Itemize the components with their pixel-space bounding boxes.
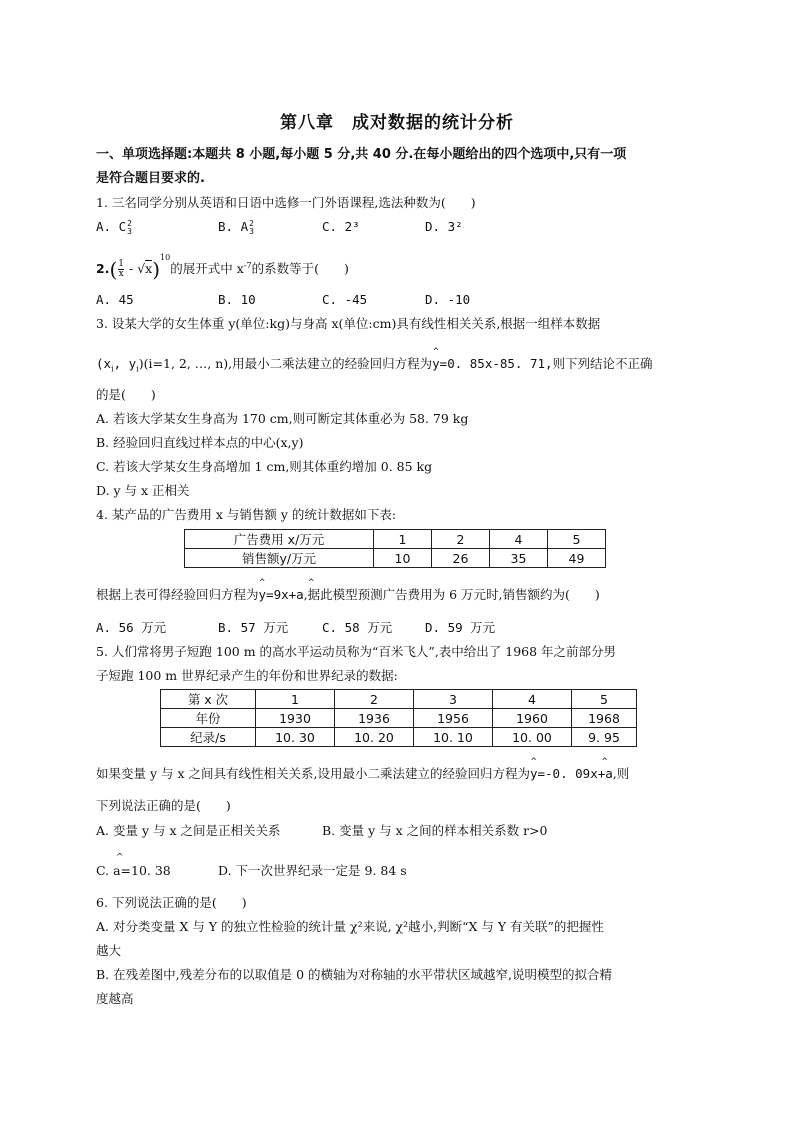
hat-icon: ^ xyxy=(530,757,537,767)
table-cell: 1956 xyxy=(414,709,493,728)
q2-option-a: A. 45 xyxy=(96,292,134,307)
q1-option-a-scripts xyxy=(127,220,132,236)
table-cell: 26 xyxy=(432,549,490,568)
q5-line3-b: ,则 xyxy=(612,766,630,781)
q3-sub-i-2: i xyxy=(136,364,139,374)
q5-option-c-text: C. a=10. 38 xyxy=(96,863,171,878)
hat-icon: ^ xyxy=(308,578,314,588)
q4-option-d: D. 59 万元 xyxy=(425,620,496,635)
table-cell: 5 xyxy=(572,690,637,709)
table-cell: 2 xyxy=(335,690,414,709)
table-cell: 4 xyxy=(493,690,572,709)
table-cell: 3 xyxy=(414,690,493,709)
q3-line3: 的是( ) xyxy=(96,387,156,402)
q3-regression-eq xyxy=(432,347,653,371)
q5-line2: 子短跑 100 m 世界纪录产生的年份和世界纪录的数据: xyxy=(96,668,398,683)
q2-number: 2. xyxy=(96,261,110,277)
q5-option-a: A. 变量 y 与 x 之间是正相关关系 xyxy=(96,823,281,838)
q5-option-c-wrap xyxy=(96,853,171,878)
page-title: 第八章 成对数据的统计分析 xyxy=(280,113,514,133)
q2-left-paren: ( xyxy=(109,257,118,282)
table-cell: 35 xyxy=(490,549,548,568)
q6-option-b-line2: 度越高 xyxy=(96,991,134,1006)
q1-option-a-sup: 2 xyxy=(127,218,132,228)
q2-minus: - xyxy=(128,261,134,277)
q4-table xyxy=(184,529,606,568)
table-cell: 49 xyxy=(548,549,606,568)
q4-regression-eq-text: y=9x+a xyxy=(258,587,304,602)
table-cell: 1930 xyxy=(256,709,335,728)
q6-stem: 6. 下列说法正确的是( ) xyxy=(96,895,247,910)
table-cell: 10 xyxy=(374,549,432,568)
table-row xyxy=(185,530,606,549)
q2-stem xyxy=(96,248,349,284)
table-cell: 1 xyxy=(374,530,432,549)
table-cell: 9. 95 xyxy=(572,728,637,747)
q2-sqrt xyxy=(137,260,152,276)
q2-option-c: C. -45 xyxy=(322,292,368,307)
q1-option-b-scripts xyxy=(249,220,254,236)
q6-option-b-line1: B. 在残差图中,残差分布的以取值是 0 的横轴为对称轴的水平带状区域越窄,说明模型的拟合精 xyxy=(96,967,612,982)
q4-option-a: A. 56 万元 xyxy=(96,620,167,635)
table-cell: 1968 xyxy=(572,709,637,728)
table-row xyxy=(185,549,606,568)
q1-option-b-text: B. A xyxy=(218,219,249,234)
q3-sub-i-1: i xyxy=(111,364,114,374)
q2-tail2: 的系数等于( ) xyxy=(251,261,349,277)
q1-option-a-text: A. C xyxy=(96,219,127,234)
table-cell: 5 xyxy=(548,530,606,549)
table-row xyxy=(161,690,637,709)
table-cell: 10. 20 xyxy=(335,728,414,747)
section-heading-line1: 一、单项选择题:本题共 8 小题,每小题 5 分,共 40 分.在每小题给出的四个选项中,只有一项 xyxy=(96,147,627,162)
q3-option-b: B. 经验回归直线过样本点的中心(x,y) xyxy=(96,435,304,450)
q1-option-d: D. 3² xyxy=(425,219,463,234)
table-cell: 1936 xyxy=(335,709,414,728)
q3-line1: 3. 设某大学的女生体重 y(单位:kg)与身高 x(单位:cm)具有线性相关关系,根据一组样本数据 xyxy=(96,316,601,331)
q1-option-b-sub: 3 xyxy=(249,226,254,236)
q5-line3-a: 如果变量 y 与 x 之间具有线性相关关系,设用最小二乘法建立的经验回归方程为 xyxy=(96,766,530,781)
table-cell: 4 xyxy=(490,530,548,549)
q5-option-d: D. 下一次世界纪录一定是 9. 84 s xyxy=(218,863,407,878)
table-cell: 1960 xyxy=(493,709,572,728)
q4-row2-label: 销售额y/万元 xyxy=(185,549,374,568)
q5-line3 xyxy=(96,757,630,783)
table-cell: 2 xyxy=(432,530,490,549)
q4-stem: 4. 某产品的广告费用 x 与销售额 y 的统计数据如下表: xyxy=(96,507,397,522)
q2-frac-den: x xyxy=(118,269,124,280)
q4-line-a: 根据上表可得经验回归方程为 xyxy=(96,587,259,602)
q1-option-b xyxy=(218,218,254,236)
q4-option-c: C. 58 万元 xyxy=(322,620,393,635)
q1-option-b-sup: 2 xyxy=(249,218,254,228)
hat-icon: ^ xyxy=(601,757,608,767)
q5-line1: 5. 人们常将男子短跑 100 m 的高水平运动员称为“百米飞人”,表中给出了 1968 年之前部分男 xyxy=(96,644,617,659)
q5-regression-eq-text: y=-0. 09x+a xyxy=(529,766,613,781)
q5-option-b: B. 变量 y 与 x 之间的样本相关系数 r>0 xyxy=(322,823,548,838)
q6-option-a-line2: 越大 xyxy=(96,943,122,958)
q5-row1-label: 第 x 次 xyxy=(161,690,256,709)
table-cell: 1 xyxy=(256,690,335,709)
q6-option-a-line1: A. 对分类变量 X 与 Y 的独立性检验的统计量 χ²来说, χ²越小,判断“X 与 Y 有关联”的把握性 xyxy=(96,919,604,934)
q3-sample-x: (x xyxy=(96,356,112,371)
q1-option-c: C. 2³ xyxy=(322,219,360,234)
q2-option-b: B. 10 xyxy=(218,292,256,307)
table-row xyxy=(161,728,637,747)
q3-line2-text: )(i=1, 2, …, n),用最小二乘法建立的经验回归方程为 xyxy=(138,356,433,371)
q2-option-d: D. -10 xyxy=(425,292,471,307)
q3-line2 xyxy=(96,347,653,379)
sqrt-icon: √ xyxy=(137,261,146,277)
section-heading-line2: 是符合题目要求的. xyxy=(96,171,205,186)
q5-option-c xyxy=(96,853,171,880)
q2-right-paren: ) xyxy=(152,257,161,282)
hat-icon: ^ xyxy=(259,578,265,588)
table-cell: 10. 00 xyxy=(493,728,572,747)
q1-stem: 1. 三名同学分别从英语和日语中选修一门外语课程,选法种数为( ) xyxy=(96,195,476,210)
hat-icon: ^ xyxy=(116,853,124,863)
q5-line4: 下列说法正确的是( ) xyxy=(96,798,231,813)
q3-sample-y: , y xyxy=(113,356,137,371)
q5-row3-label: 纪录/s xyxy=(161,728,256,747)
q4-regression-eq xyxy=(258,578,314,602)
q3-option-a: A. 若该大学某女生身高为 170 cm,则可断定其体重必为 58. 79 kg xyxy=(96,411,469,426)
hat-icon: ^ xyxy=(433,347,439,357)
q2-tail: 的展开式中 x xyxy=(170,261,244,277)
q2-fraction xyxy=(118,260,124,279)
q5-regression-eq xyxy=(529,757,613,781)
q3-option-c: C. 若该大学某女生身高增加 1 cm,则其体重约增加 0. 85 kg xyxy=(96,459,433,474)
q1-option-a xyxy=(96,218,132,236)
q4-option-b: B. 57 万元 xyxy=(218,620,289,635)
table-cell: 10. 30 xyxy=(256,728,335,747)
q1-option-a-sub: 3 xyxy=(127,226,132,236)
q5-table xyxy=(160,689,637,747)
table-row xyxy=(161,709,637,728)
q5-row2-label: 年份 xyxy=(161,709,256,728)
q2-frac-num: 1 xyxy=(118,259,124,270)
q3-regression-eq-text: y=0. 85x-85. 71,则下列结论不正确 xyxy=(432,356,653,371)
q2-exponent: -7 xyxy=(243,261,252,270)
q4-line xyxy=(96,578,600,604)
q3-option-d: D. y 与 x 正相关 xyxy=(96,483,190,498)
table-cell: 10. 10 xyxy=(414,728,493,747)
q4-row1-label: 广告费用 x/万元 xyxy=(185,530,374,549)
q4-line-b: ,据此模型预测广告费用为 6 万元时,销售额约为( ) xyxy=(303,587,600,602)
q2-power: 10 xyxy=(160,253,171,262)
q2-sqrt-body: x xyxy=(145,261,153,277)
